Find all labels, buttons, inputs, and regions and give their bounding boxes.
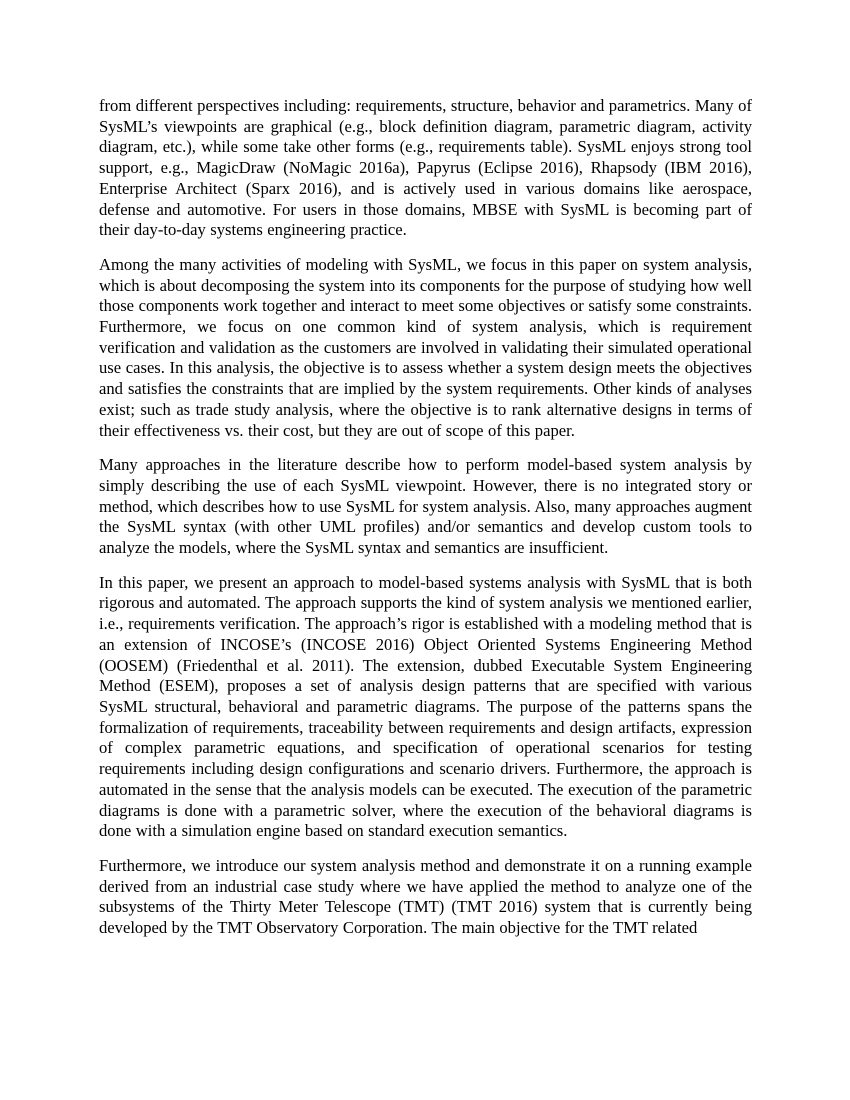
body-paragraph: Among the many activities of modeling with SysML, we focus in this paper on system analysis, which is about decomposing the system into its components for the purpose of studying how well those components work together and interact to meet some objectives or satisfy some constraints. Furthermore, we focus on one common kind of system analysis, which is requirement verification and validation as the customers are involved in validating their simulated operational use cases. In this analysis, the objective is to assess whether a system design meets the objectives and satisfies the constraints that are implied by the system requirements. Other kinds of analyses exist; such as trade study analysis, where the objective is to rank alternative designs in terms of their effectiveness vs. their cost, but they are out of scope of this paper. (99, 254, 752, 440)
body-paragraph: Furthermore, we introduce our system analysis method and demonstrate it on a running example derived from an industrial case study where we have applied the method to analyze one of the subsystems of the Thirty Meter Telescope (TMT) (TMT 2016) system that is currently being developed by the TMT Observatory Corporation. The main objective for the TMT related (99, 855, 752, 938)
body-paragraph: Many approaches in the literature describe how to perform model-based system analysis by simply describing the use of each SysML viewpoint. However, there is no integrated story or method, which describes how to use SysML for system analysis. Also, many approaches augment the SysML syntax (with other UML profiles) and/or semantics and develop custom tools to analyze the models, where the SysML syntax and semantics are insufficient. (99, 455, 752, 558)
body-paragraph: In this paper, we present an approach to model-based systems analysis with SysML that is both rigorous and automated. The approach supports the kind of system analysis we mentioned earlier, i.e., requirements verification. The approach’s rigor is established with a modeling method that is an extension of INCOSE’s (INCOSE 2016) Object Oriented Systems Engineering Method (OOSEM) (Friedenthal et al. 2011). The extension, dubbed Executable System Engineering Method (ESEM), proposes a set of analysis design patterns that are specified with various SysML structural, behavioral and parametric diagrams. The purpose of the patterns spans the formalization of requirements, traceability between requirements and design artifacts, expression of complex parametric equations, and specification of operational scenarios for testing requirements including design configurations and scenario drivers. Furthermore, the approach is automated in the sense that the analysis models can be executed. The execution of the parametric diagrams is done with a parametric solver, where the execution of the behavioral diagrams is done with a simulation engine based on standard execution semantics. (99, 572, 752, 841)
body-paragraph: from different perspectives including: requirements, structure, behavior and parametrics. Many of SysML’s viewpoints are graphical (e.g., block definition diagram, parametric diagram, activity diagram, etc.), while some take other forms (e.g., requirements table). SysML enjoys strong tool support, e.g., MagicDraw (NoMagic 2016a), Papyrus (Eclipse 2016), Rhapsody (IBM 2016), Enterprise Architect (Sparx 2016), and is actively used in various domains like aerospace, defense and automotive. For users in those domains, MBSE with SysML is becoming part of their day-to-day systems engineering practice. (99, 96, 752, 240)
